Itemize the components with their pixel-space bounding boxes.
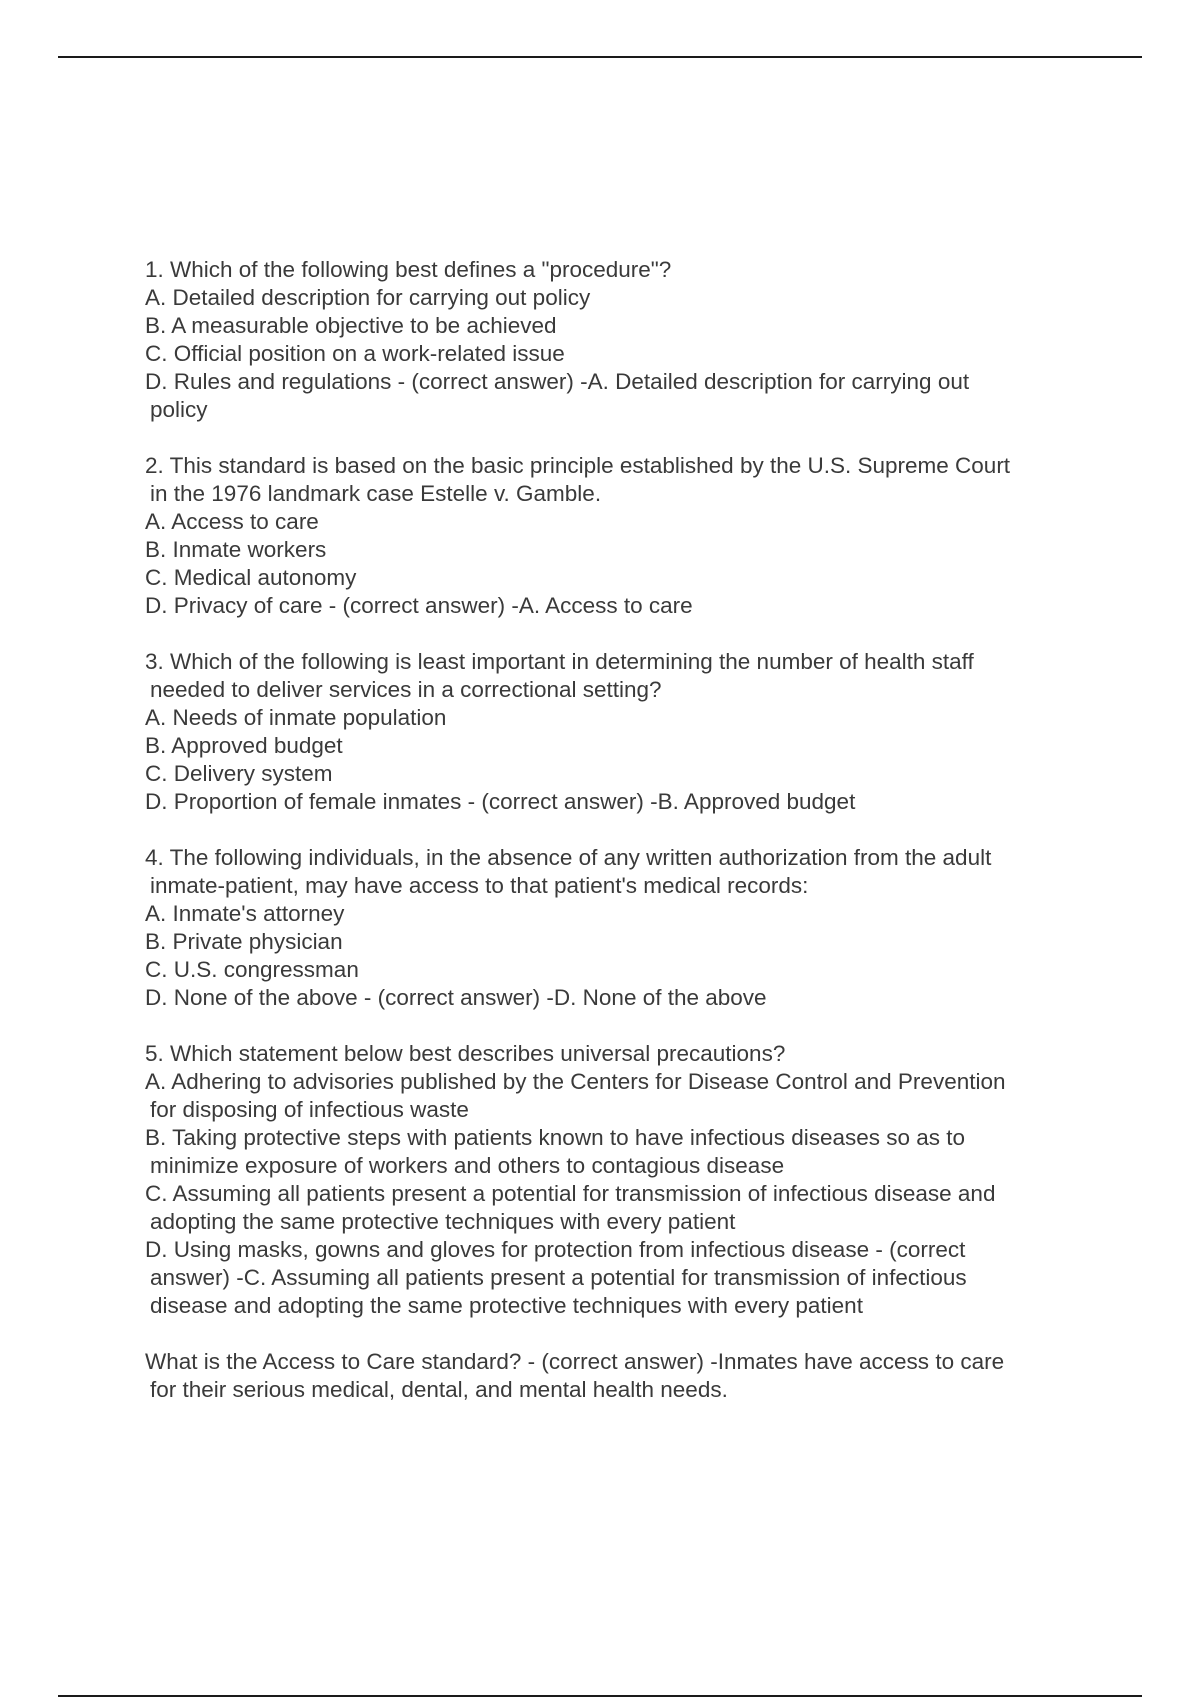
- question-6: [145, 1348, 1085, 1404]
- question-3-option-a: A. Needs of inmate population: [145, 705, 447, 730]
- question-2-option-a: A. Access to care: [145, 509, 319, 534]
- question-4-option-d: D. None of the above - (correct answer) -D. None of the above: [145, 985, 767, 1010]
- question-4-stem: 4. The following individuals, in the absence of any written authorization from the adult: [145, 845, 992, 870]
- top-rule: [58, 56, 1142, 58]
- question-5-option-c: C. Assuming all patients present a potential for transmission of infectious disease and: [145, 1181, 996, 1206]
- question-1-option-d: D. Rules and regulations - (correct answer) -A. Detailed description for carrying out: [145, 369, 970, 394]
- bottom-rule: [58, 1695, 1142, 1697]
- question-2-stem-continued: in the 1976 landmark case Estelle v. Gamble.: [150, 481, 602, 506]
- question-2-option-b: B. Inmate workers: [145, 537, 327, 562]
- question-2-option-c: C. Medical autonomy: [145, 565, 357, 590]
- question-3: [145, 648, 1085, 816]
- question-6-stem-continued: for their serious medical, dental, and mental health needs.: [150, 1377, 728, 1402]
- question-5-option-c-continued: adopting the same protective techniques with every patient: [150, 1209, 736, 1234]
- question-5-option-b-continued: minimize exposure of workers and others to contagious disease: [150, 1153, 785, 1178]
- question-3-stem: 3. Which of the following is least important in determining the number of health staff: [145, 649, 974, 674]
- question-2-stem: 2. This standard is based on the basic principle established by the U.S. Supreme Court: [145, 453, 1011, 478]
- question-1: [145, 256, 1085, 424]
- question-5-option-a-continued: for disposing of infectious waste: [150, 1097, 469, 1122]
- question-1-option-b: B. A measurable objective to be achieved: [145, 313, 557, 338]
- question-6-stem: What is the Access to Care standard? - (correct answer) -Inmates have access to care: [145, 1349, 1005, 1374]
- question-2-option-d: D. Privacy of care - (correct answer) -A. Access to care: [145, 593, 693, 618]
- question-3-stem-continued: needed to deliver services in a correctional setting?: [150, 677, 662, 702]
- question-5-stem: 5. Which statement below best describes universal precautions?: [145, 1041, 786, 1066]
- question-1-option-a: A. Detailed description for carrying out policy: [145, 285, 591, 310]
- question-1-option-d-continued: policy: [150, 397, 208, 422]
- question-4-option-b: B. Private physician: [145, 929, 343, 954]
- question-3-option-b: B. Approved budget: [145, 733, 343, 758]
- question-5-option-b: B. Taking protective steps with patients known to have infectious diseases so as to: [145, 1125, 966, 1150]
- question-4-option-c: C. U.S. congressman: [145, 957, 359, 982]
- question-5-option-d: D. Using masks, gowns and gloves for protection from infectious disease - (correct: [145, 1237, 966, 1262]
- question-5-option-a: A. Adhering to advisories published by the Centers for Disease Control and Prevention: [145, 1069, 1006, 1094]
- question-2: [145, 452, 1085, 620]
- question-1-option-c: C. Official position on a work-related issue: [145, 341, 565, 366]
- document-body: [145, 256, 1085, 1432]
- question-3-option-d: D. Proportion of female inmates - (correct answer) -B. Approved budget: [145, 789, 856, 814]
- question-4-stem-continued: inmate-patient, may have access to that patient's medical records:: [150, 873, 809, 898]
- question-5-option-d-continued-2: disease and adopting the same protective techniques with every patient: [150, 1293, 863, 1318]
- question-5-option-d-continued: answer) -C. Assuming all patients present a potential for transmission of infectious: [150, 1265, 967, 1290]
- question-4: [145, 844, 1085, 1012]
- question-1-stem: 1. Which of the following best defines a "procedure"?: [145, 257, 672, 282]
- question-5: [145, 1040, 1085, 1320]
- question-4-option-a: A. Inmate's attorney: [145, 901, 345, 926]
- question-3-option-c: C. Delivery system: [145, 761, 333, 786]
